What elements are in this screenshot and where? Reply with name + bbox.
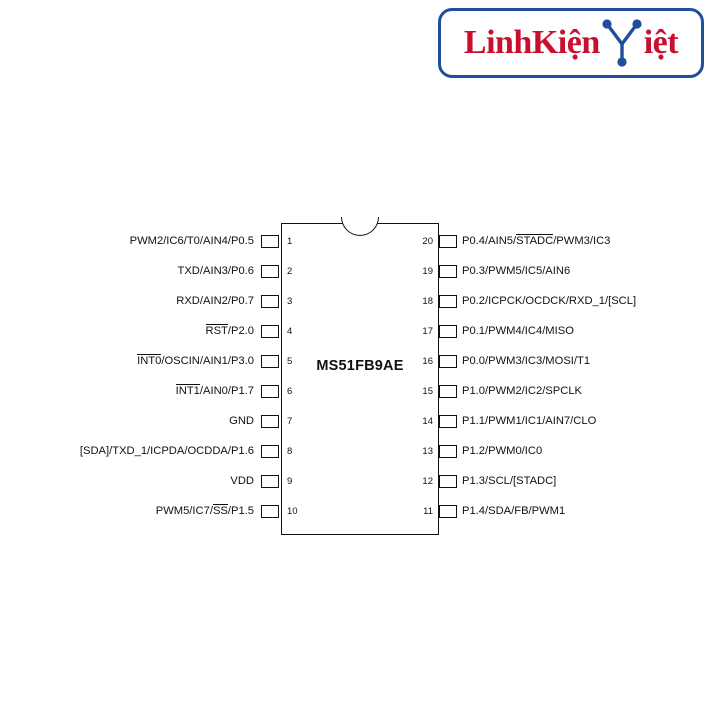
- pin-pad-16: [439, 355, 457, 368]
- chip-pinout-diagram: [0, 190, 720, 550]
- brand-logo-text: [441, 11, 701, 75]
- pin-number-2: 2: [287, 266, 293, 277]
- pin-number-20: 20: [422, 236, 433, 247]
- pin-pad-13: [439, 445, 457, 458]
- brand-word-viet: iệt: [643, 24, 679, 61]
- pin-label-20: P0.4/AIN5/STADC/PWM3/IC3: [462, 235, 611, 247]
- pin-number-7: 7: [287, 416, 293, 427]
- pin-number-1: 1: [287, 236, 293, 247]
- pin-pad-20: [439, 235, 457, 248]
- pin-pad-7: [261, 415, 279, 428]
- pin-label-9: VDD: [230, 475, 254, 487]
- pin-pad-3: [261, 295, 279, 308]
- pin-label-8: [SDA]/TXD_1/ICPDA/OCDDA/P1.6: [79, 445, 254, 457]
- pin-number-11: 11: [423, 506, 433, 517]
- pin-label-7: GND: [229, 415, 254, 427]
- pin-pad-9: [261, 475, 279, 488]
- pin-label-12: P1.3/SCL/[STADC]: [462, 475, 557, 487]
- pin-pad-6: [261, 385, 279, 398]
- pin-number-3: 3: [287, 296, 293, 307]
- pin-label-5: INT0/OSCIN/AIN1/P3.0: [137, 355, 254, 367]
- pin-number-12: 12: [422, 476, 433, 487]
- pin-pad-11: [439, 505, 457, 518]
- pin-number-9: 9: [287, 476, 293, 487]
- pin-number-18: 18: [422, 296, 433, 307]
- pin-number-19: 19: [422, 266, 433, 277]
- brand-logo: [438, 8, 704, 78]
- pin-label-2: TXD/AIN3/P0.6: [177, 265, 254, 277]
- pin-label-16: P0.0/PWM3/IC3/MOSI/T1: [462, 355, 591, 367]
- pin-pad-10: [261, 505, 279, 518]
- pin-number-5: 5: [287, 356, 293, 367]
- pin-pad-17: [439, 325, 457, 338]
- pin-number-4: 4: [287, 326, 293, 337]
- pin-label-17: P0.1/PWM4/IC4/MISO: [462, 325, 574, 337]
- pin-pad-19: [439, 265, 457, 278]
- chip-part-number: MS51FB9AE: [316, 358, 404, 374]
- pin-number-13: 13: [422, 446, 433, 457]
- pin-number-8: 8: [287, 446, 293, 457]
- pin-label-11: P1.4/SDA/FB/PWM1: [462, 505, 566, 517]
- pin-pad-5: [261, 355, 279, 368]
- pin-label-15: P1.0/PWM2/IC2/SPCLK: [462, 385, 582, 397]
- pin-label-18: P0.2/ICPCK/OCDCK/RXD_1/[SCL]: [462, 295, 637, 307]
- pin-number-14: 14: [422, 416, 433, 427]
- pin-number-6: 6: [287, 386, 293, 397]
- pin-pad-4: [261, 325, 279, 338]
- pin-pad-15: [439, 385, 457, 398]
- pin-number-17: 17: [422, 326, 433, 337]
- pin-label-10: PWM5/IC7/SS/P1.5: [155, 505, 254, 517]
- pin-label-19: P0.3/PWM5/IC5/AIN6: [462, 265, 571, 277]
- pin-number-16: 16: [422, 356, 433, 367]
- pin-pad-1: [261, 235, 279, 248]
- y-shaped-circuit-icon: [601, 17, 643, 69]
- pin-label-13: P1.2/PWM0/IC0: [462, 445, 543, 457]
- pin-label-3: RXD/AIN2/P0.7: [176, 295, 254, 307]
- pin-pad-14: [439, 415, 457, 428]
- pin-pad-8: [261, 445, 279, 458]
- pin-pad-12: [439, 475, 457, 488]
- pin-label-4: RST/P2.0: [205, 325, 254, 337]
- pin-label-1: PWM2/IC6/T0/AIN4/P0.5: [129, 235, 254, 247]
- pin-label-14: P1.1/PWM1/IC1/AIN7/CLO: [462, 415, 597, 427]
- pin-number-15: 15: [422, 386, 433, 397]
- pin-pad-2: [261, 265, 279, 278]
- pin-label-6: INT1/AIN0/P1.7: [175, 385, 254, 397]
- pin-number-10: 10: [287, 506, 298, 517]
- pin-pad-18: [439, 295, 457, 308]
- brand-word-linhkien: LinhKiện: [463, 24, 600, 61]
